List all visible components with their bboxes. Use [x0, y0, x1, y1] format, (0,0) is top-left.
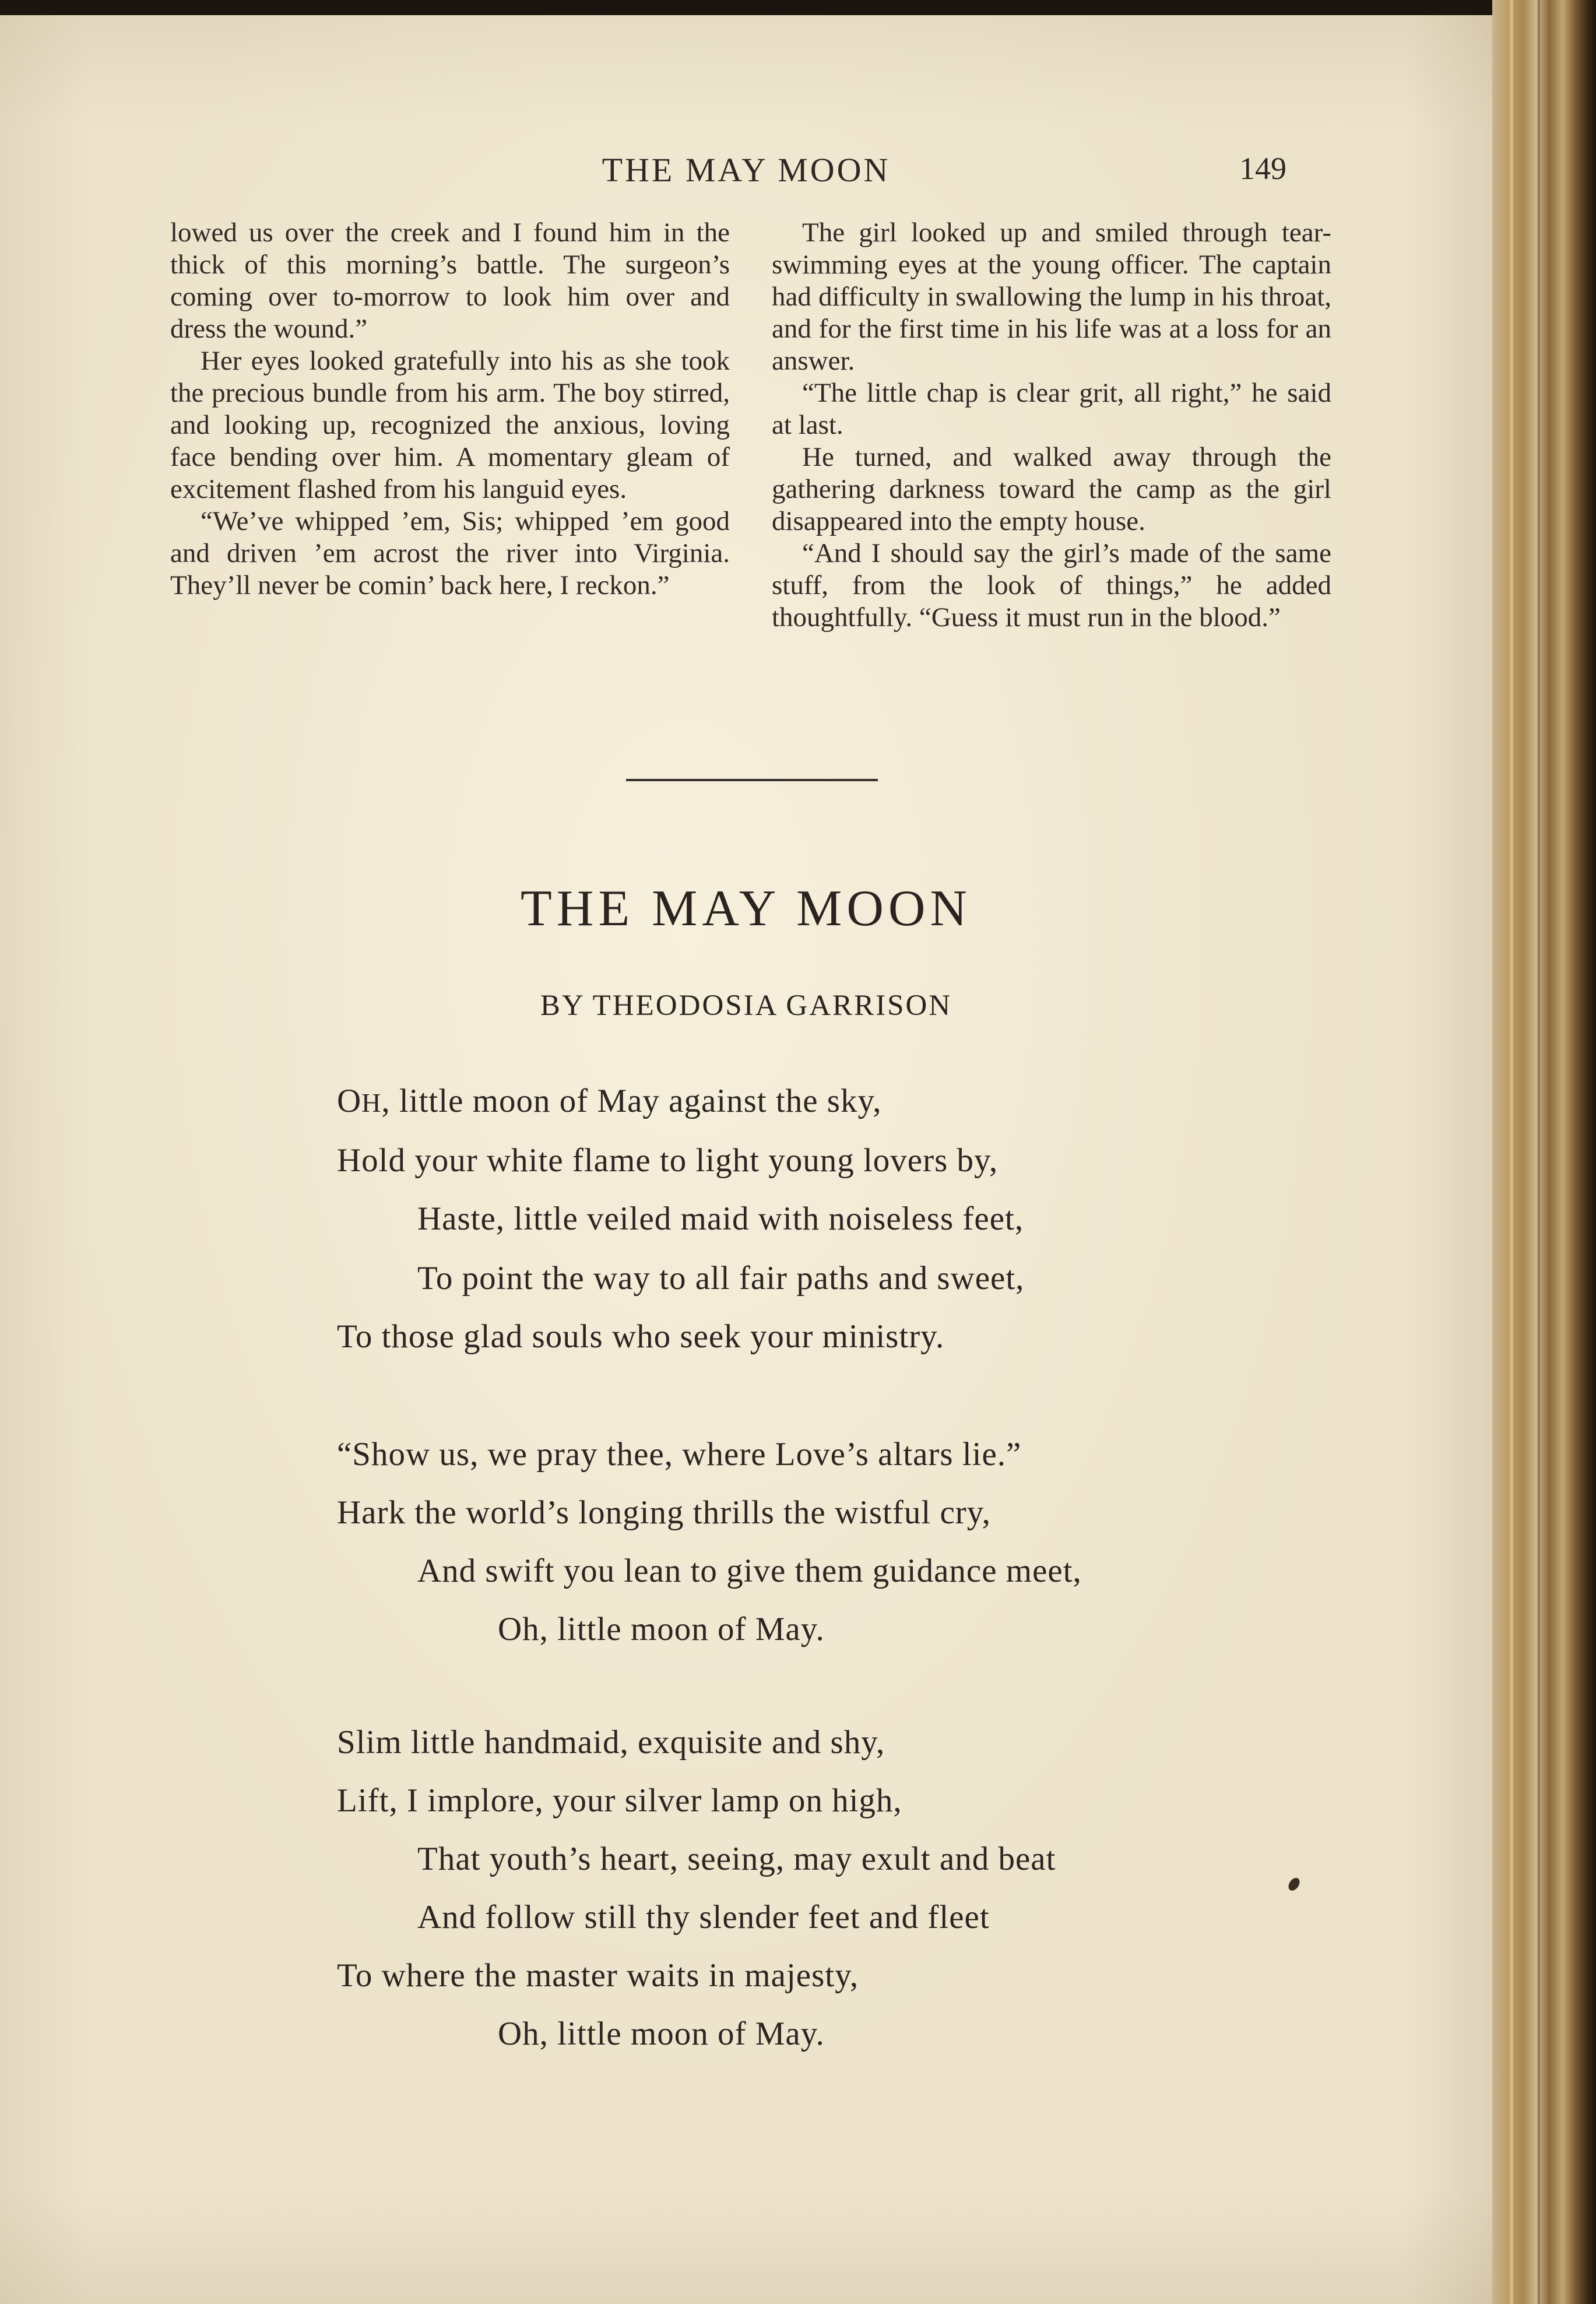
- poem-line: To those glad souls who seek your ministry.: [337, 1318, 945, 1355]
- poem-line: [337, 1082, 882, 1122]
- poem-line: To point the way to all fair paths and sweet,: [417, 1260, 1025, 1297]
- paragraph: The girl looked up and smiled through tear-swimming eyes at the young officer. The captain had difficulty in swallowing the lump in his throat, and for the first time in his life was at a loss for an answer.: [772, 217, 1331, 376]
- paragraph: lowed us over the creek and I found him in the thick of this morning’s battle. The surgeon’s coming over to-morrow to look him over and dress the wound.”: [170, 217, 730, 344]
- poem-line: Hold your white flame to light young lovers by,: [337, 1142, 999, 1179]
- poem-byline: BY THEODOSIA GARRISON: [540, 989, 952, 1022]
- poem-line: And follow still thy slender feet and fleet: [417, 1899, 990, 1936]
- poem-title: THE MAY MOON: [521, 880, 972, 937]
- poem-line: Hark the world’s longing thrills the wistful cry,: [337, 1494, 991, 1531]
- page-number: 149: [1239, 151, 1286, 186]
- poem-line-text: , little moon of May against the sky,: [381, 1083, 882, 1119]
- poem-line: Oh, little moon of May.: [498, 2015, 825, 2052]
- poem-line: That youth’s heart, seeing, may exult and beat: [417, 1841, 1056, 1877]
- paragraph: “The little chap is clear grit, all right,” he said at last.: [772, 378, 1331, 440]
- poem-line: Haste, little veiled maid with noiseless feet,: [417, 1200, 1024, 1237]
- paragraph: Her eyes looked gratefully into his as she took the precious bundle from his arm. The boy stirred, and looking up, recognized the anxious, loving face bending over him. A momentary gleam of excitement flashed from his languid eyes.: [170, 346, 730, 504]
- paragraph: “We’ve whipped ’em, Sis; whipped ’em good and driven ’em acrost the river into Virginia. They’ll never be comin’ back here, I reckon.”: [170, 506, 730, 600]
- poem-line: “Show us, we pray thee, where Love’s altars lie.”: [337, 1436, 1022, 1473]
- poem-line: Lift, I implore, your silver lamp on high,: [337, 1782, 902, 1819]
- page-fore-edge: [1492, 0, 1596, 2304]
- paragraph: He turned, and walked away through the gathering darkness toward the camp as the girl disappeared into the empty house.: [772, 442, 1331, 536]
- small-caps: H: [361, 1088, 382, 1118]
- poem-line: Oh, little moon of May.: [498, 1611, 825, 1648]
- poem-line: To where the master waits in majesty,: [337, 1957, 859, 1994]
- initial-cap: O: [337, 1083, 362, 1119]
- poem-line: And swift you lean to give them guidance meet,: [417, 1553, 1082, 1589]
- paragraph: “And I should say the girl’s made of the same stuff, from the look of things,” he added thoughtfully. “Guess it must run in the blood.”: [772, 538, 1331, 633]
- running-head: THE MAY MOON: [602, 151, 891, 189]
- poem-line: Slim little handmaid, exquisite and shy,: [337, 1724, 885, 1761]
